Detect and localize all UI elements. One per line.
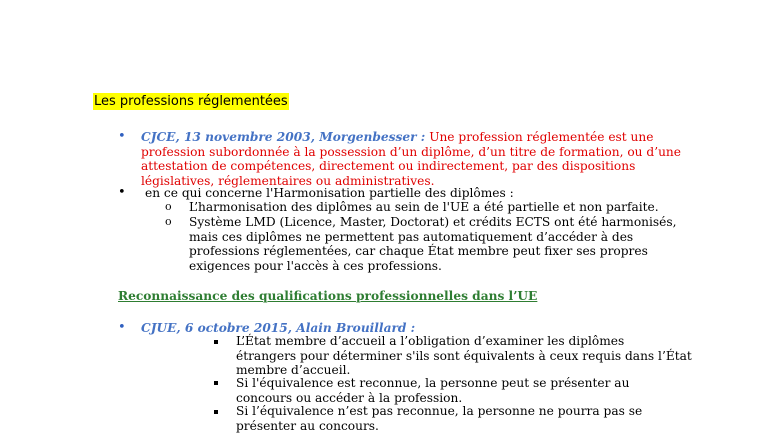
definition-line: attestation de compétences, directement ou indirectement, par des dispositions (141, 159, 636, 173)
lmd-line: professions réglementées, car chaque État membre peut fixer ses propres (189, 244, 648, 258)
point-line: membre d’accueil. (236, 363, 351, 377)
citation-morgenbesser: CJCE, 13 novembre 2003, Morgenbesser : (141, 130, 426, 144)
point-line: L’État membre d’accueil a l’obligation d’examiner les diplômes (236, 334, 625, 348)
point-line: Si l’équivalence n’est pas reconnue, la personne ne pourra pas se (236, 404, 643, 418)
bullet-dot: • (118, 129, 126, 144)
point-line: concours ou accéder à la profession. (236, 390, 463, 405)
harmonisation-intro: en ce qui concerne l'Harmonisation partielle des diplômes : (145, 186, 514, 200)
definition-line: législatives, réglementaires ou administratives. (141, 173, 435, 188)
point-line: présenter au concours. (236, 418, 379, 433)
square-bullet (214, 410, 218, 414)
section-heading-regulated-professions: Les professions réglementées (94, 94, 288, 109)
bullet-dot: • (118, 320, 126, 335)
point-line: Si l'équivalence est reconnue, la personne peut se présenter au (236, 376, 630, 390)
square-bullet (214, 340, 218, 344)
square-bullet (214, 381, 218, 385)
section-heading-recognition: Reconnaissance des qualifications professionnelles dans l’UE (118, 289, 538, 303)
lmd-line: exigences pour l'accès à ces professions. (189, 258, 442, 273)
citation-brouillard: CJUE, 6 octobre 2015, Alain Brouillard : (141, 321, 416, 335)
paragraph-morgenbesser (141, 130, 653, 145)
point-line: étrangers pour déterminer s'ils sont équivalents à ceux requis dans l’État (236, 348, 692, 363)
definition-line: Une profession réglementée est une (429, 130, 654, 144)
harmonisation-point: L’harmonisation des diplômes au sein de l'UE a été partielle et non parfaite. (189, 200, 659, 214)
definition-line: profession subordonnée à la possession d’un diplôme, d’un titre de formation, ou d’une (141, 144, 681, 159)
lmd-line: mais ces diplômes ne permettent pas automatiquement d’accéder à des (189, 229, 634, 244)
circle-bullet: o (165, 200, 172, 213)
lmd-line: Système LMD (Licence, Master, Doctorat) et crédits ECTS ont été harmonisés, (189, 215, 677, 229)
circle-bullet: o (165, 215, 172, 228)
bullet-dot: • (118, 185, 126, 200)
